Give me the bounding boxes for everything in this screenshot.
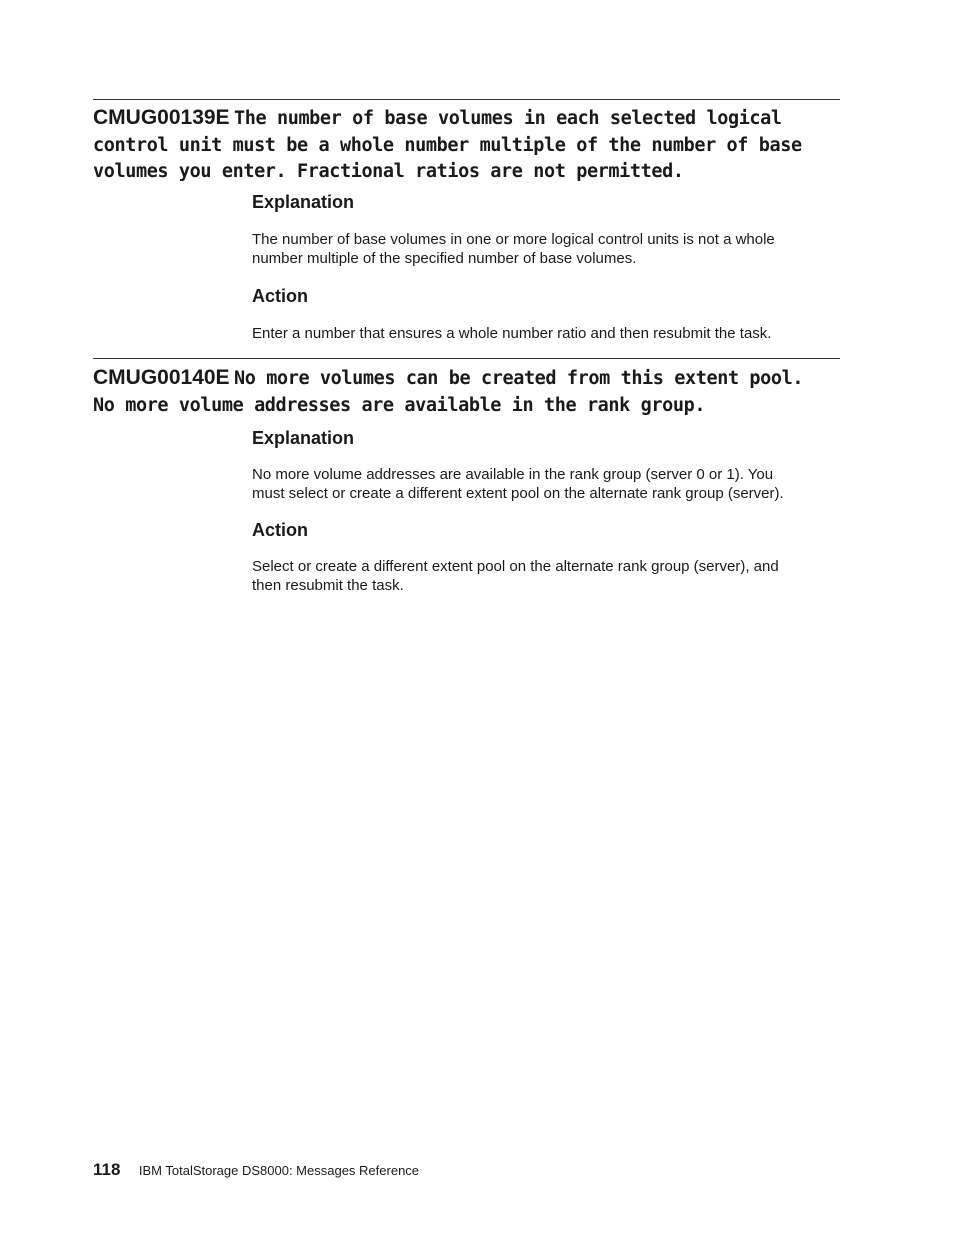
explanation-text xyxy=(252,230,832,268)
message-cmug00139e xyxy=(93,99,840,343)
message-title-line: control unit must be a whole number multiple of the number of base xyxy=(93,135,802,156)
action-line: Select or create a different extent pool on the alternate rank group (server), and xyxy=(252,558,779,575)
action-section xyxy=(252,285,832,343)
message-id: CMUG00139E xyxy=(93,106,230,129)
message-title xyxy=(93,100,840,185)
page-number: 118 xyxy=(93,1160,121,1179)
message-title-text: The number of base volumes in each selected logical xyxy=(234,108,782,129)
explanation-line: No more volume addresses are available in the rank group (server 0 or 1). You xyxy=(252,466,774,483)
explanation-section xyxy=(252,427,832,503)
message-title-line xyxy=(93,105,840,133)
message-id: CMUG00140E xyxy=(93,366,230,389)
message-title-line: No more volume addresses are available in the rank group. xyxy=(93,395,706,416)
message-title xyxy=(93,359,840,419)
explanation-line: The number of base volumes in one or more logical control units is not a whole xyxy=(252,231,775,248)
explanation-line: number multiple of the specified number of base volumes. xyxy=(252,250,637,267)
action-text xyxy=(252,324,832,343)
explanation-heading: Explanation xyxy=(252,428,355,448)
message-cmug00140e xyxy=(93,358,840,595)
message-title-line xyxy=(93,364,840,393)
explanation-text xyxy=(252,465,832,503)
action-heading: Action xyxy=(252,286,308,306)
explanation-section xyxy=(252,191,832,268)
action-heading: Action xyxy=(252,520,308,540)
action-section xyxy=(252,519,832,595)
explanation-line: must select or create a different extent pool on the alternate rank group (server). xyxy=(252,485,784,502)
message-title-line: volumes you enter. Fractional ratios are not permitted. xyxy=(93,161,684,182)
page-footer xyxy=(93,1160,419,1180)
action-line: then resubmit the task. xyxy=(252,577,404,594)
action-line: Enter a number that ensures a whole number ratio and then resubmit the task. xyxy=(252,325,772,342)
message-title-text: No more volumes can be created from this extent pool. xyxy=(234,368,804,389)
explanation-heading: Explanation xyxy=(252,192,355,212)
action-text xyxy=(252,557,832,595)
footer-title: IBM TotalStorage DS8000: Messages Reference xyxy=(138,1163,420,1178)
